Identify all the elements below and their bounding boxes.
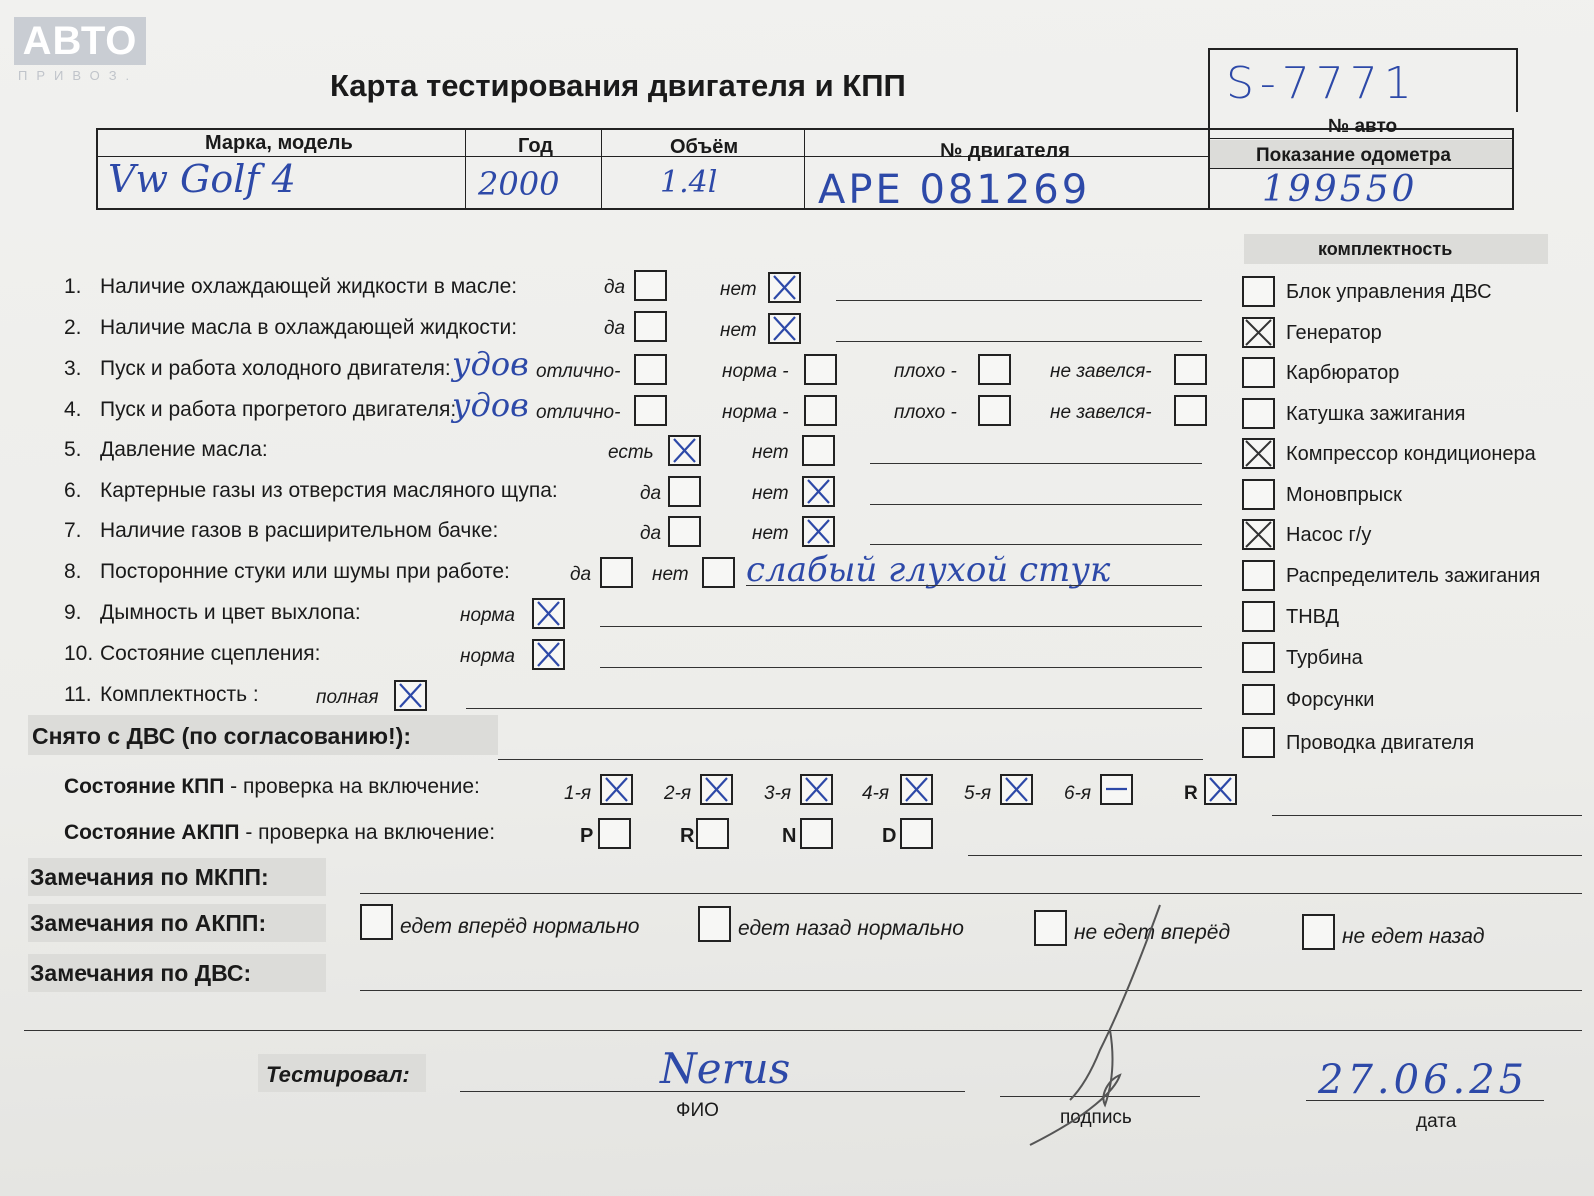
check-text: Посторонние стуки или шумы при работе: <box>100 560 510 583</box>
start-option-checkbox[interactable] <box>804 354 837 385</box>
akpp-mode-label: N <box>782 825 797 847</box>
card-title: Карта тестирования двигателя и КПП <box>330 68 906 103</box>
odometer-label: Показание одометра <box>1256 145 1451 166</box>
akpp-mode-checkbox[interactable] <box>900 818 933 849</box>
completeness-item-label: Карбюратор <box>1286 362 1400 384</box>
completeness-checkbox[interactable] <box>1242 479 1275 510</box>
check-number: 11. <box>64 683 92 706</box>
option-norm-label: норма <box>460 605 515 626</box>
gear-label: 6-я <box>1064 783 1092 804</box>
gear-check-mark <box>800 774 833 805</box>
option-no-label: нет <box>752 483 789 504</box>
check-mark <box>768 272 801 303</box>
akpp-label: Состояние АКПП - проверка на включение: <box>64 821 496 844</box>
check-mark <box>668 435 701 466</box>
check-mark <box>532 598 565 629</box>
start-option-label: отлично- <box>536 361 621 382</box>
gear-dash-mark <box>1100 774 1133 805</box>
option-yes-label: есть <box>608 442 654 463</box>
option-da-label: да <box>570 564 592 585</box>
remarks-akpp-label: Замечания по АКПП: <box>30 910 267 936</box>
remarks-dvs-label: Замечания по ДВС: <box>30 960 252 986</box>
completeness-item-label: Блок управления ДВС <box>1286 281 1492 303</box>
option-no-checkbox[interactable] <box>802 435 835 466</box>
gear-check-mark <box>600 774 633 805</box>
akpp-remark-label: не едет назад <box>1342 925 1485 948</box>
check-mark <box>768 313 801 344</box>
completeness-item-label: Компрессор кондиционера <box>1286 443 1536 465</box>
start-option-checkbox[interactable] <box>1174 354 1207 385</box>
removed-line[interactable] <box>498 759 1203 760</box>
odometer-value: 199550 <box>1262 169 1418 210</box>
handwritten-note: удов <box>452 345 529 383</box>
check-text: Дымность и цвет выхлопа: <box>100 601 361 624</box>
completeness-item-label: Проводка двигателя <box>1286 732 1475 754</box>
check-mark <box>394 680 427 711</box>
gear-label: 3-я <box>764 783 792 804</box>
option-da-label: да <box>604 277 626 298</box>
option-norm-label: норма <box>460 646 515 667</box>
check-text: Наличие газов в расширительном бачке: <box>100 519 499 542</box>
logo-subtitle: ПРИВОЗ. <box>18 68 139 83</box>
start-option-checkbox[interactable] <box>634 354 667 385</box>
check-number: 10. <box>64 642 94 665</box>
akpp-remark-checkbox[interactable] <box>1302 914 1335 950</box>
completeness-checkbox[interactable] <box>1242 642 1275 673</box>
option-yes-checkbox[interactable] <box>668 476 701 507</box>
removed-label: Снято с ДВС (по согласованию!): <box>32 723 411 749</box>
gear-check-mark <box>700 774 733 805</box>
remarks-mkpp-label: Замечания по МКПП: <box>30 864 269 890</box>
year-value: 2000 <box>478 165 560 203</box>
check-number: 2. <box>64 316 82 339</box>
completeness-item-label: Распределитель зажигания <box>1286 565 1541 587</box>
check-number: 7. <box>64 519 82 542</box>
date-line[interactable] <box>1306 1100 1544 1101</box>
tested-label: Тестировал: <box>266 1062 410 1087</box>
akpp-mode-checkbox[interactable] <box>598 818 631 849</box>
option-net-checkbox[interactable] <box>702 557 735 588</box>
fio-line[interactable] <box>460 1091 965 1092</box>
akpp-remark-label: едет вперёд нормально <box>400 915 640 938</box>
gear-check-mark <box>1000 774 1033 805</box>
option-net-label: нет <box>720 320 757 341</box>
option-da-checkbox[interactable] <box>600 557 633 588</box>
signature-label: подпись <box>1060 1107 1132 1128</box>
akpp-mode-checkbox[interactable] <box>696 818 729 849</box>
completeness-checkbox[interactable] <box>1242 601 1275 632</box>
comment-line[interactable] <box>870 463 1202 464</box>
completeness-checkbox[interactable] <box>1242 727 1275 758</box>
check-text: Пуск и работа прогретого двигателя: <box>100 398 457 421</box>
start-option-checkbox[interactable] <box>978 354 1011 385</box>
comment-line[interactable] <box>600 667 1202 668</box>
check-text: Наличие масла в охлаждающей жидкости: <box>100 316 518 339</box>
completeness-item-label: Моновпрыск <box>1286 484 1402 506</box>
gear-check-mark <box>1204 774 1237 805</box>
option-yes-checkbox[interactable] <box>668 516 701 547</box>
noise-note: слабый глухой стук <box>746 550 1111 590</box>
option-net-label: нет <box>652 564 689 585</box>
completeness-item-label: Генератор <box>1286 322 1382 344</box>
check-number: 8. <box>64 560 82 583</box>
completeness-item-label: Катушка зажигания <box>1286 403 1466 425</box>
gear-check-mark <box>900 774 933 805</box>
volume-label: Объём <box>670 136 739 158</box>
date-value: 27.06.25 <box>1318 1057 1529 1103</box>
completeness-item-label: Форсунки <box>1286 689 1375 711</box>
akpp-remark-label: едет назад нормально <box>738 917 964 940</box>
comment-line[interactable] <box>836 341 1202 342</box>
option-da-label: да <box>604 318 626 339</box>
comment-line[interactable] <box>870 504 1202 505</box>
card-number-value: S-7771 <box>1226 58 1418 109</box>
start-option-checkbox[interactable] <box>634 395 667 426</box>
gear-label: R <box>1184 783 1198 804</box>
completeness-checkbox[interactable] <box>1242 684 1275 715</box>
akpp-mode-checkbox[interactable] <box>800 818 833 849</box>
akpp-mode-label: R <box>680 825 695 847</box>
option-da-checkbox[interactable] <box>634 311 667 342</box>
remarks-dvs-line[interactable] <box>360 990 1582 991</box>
make-label: Марка, модель <box>205 132 353 154</box>
gear-label: 1-я <box>564 783 592 804</box>
gear-label: 2-я <box>664 783 692 804</box>
akpp-remark-label: не едет вперёд <box>1074 921 1231 944</box>
year-label: Год <box>518 135 553 157</box>
completeness-item-label: Турбина <box>1286 647 1363 669</box>
start-option-checkbox[interactable] <box>804 395 837 426</box>
handwritten-note: удов <box>452 386 529 424</box>
start-option-label: плохо - <box>894 361 957 382</box>
start-option-checkbox[interactable] <box>978 395 1011 426</box>
akpp-remark-checkbox[interactable] <box>698 906 731 942</box>
completeness-item-label: ТНВД <box>1286 606 1340 628</box>
akpp-mode-label: P <box>580 825 594 847</box>
option-no-label: нет <box>752 523 789 544</box>
check-mark <box>802 516 835 547</box>
completeness-check-mark <box>1242 317 1275 348</box>
option-yes-label: да <box>640 523 662 544</box>
check-text: Наличие охлаждающей жидкости в масле: <box>100 275 518 298</box>
gear-label: 4-я <box>862 783 890 804</box>
check-number: 4. <box>64 398 82 421</box>
option-net-label: нет <box>720 279 757 300</box>
start-option-label: не завелся- <box>1050 402 1152 423</box>
engine-no-value: APE 081269 <box>818 167 1091 213</box>
akpp-mode-label: D <box>882 825 897 847</box>
check-text: Картерные газы из отверстия масляного щупа: <box>100 479 558 502</box>
start-option-label: не завелся- <box>1050 361 1152 382</box>
comment-line[interactable] <box>746 585 1202 586</box>
fio-label: ФИО <box>676 1100 719 1121</box>
car-no-label: № авто <box>1328 116 1398 137</box>
signature-scribble <box>1020 900 1190 1150</box>
comment-line[interactable] <box>466 708 1202 709</box>
check-mark <box>532 639 565 670</box>
completeness-item-label: Насос г/у <box>1286 524 1372 546</box>
check-number: 9. <box>64 601 82 624</box>
volume-value: 1.4l <box>660 165 718 200</box>
start-option-label: отлично- <box>536 402 621 423</box>
completeness-checkbox[interactable] <box>1242 560 1275 591</box>
completeness-check-mark <box>1242 519 1275 550</box>
start-option-label: норма - <box>722 361 789 382</box>
option-no-label: нет <box>752 442 789 463</box>
start-option-label: плохо - <box>894 402 957 423</box>
completeness-checkbox[interactable] <box>1242 398 1275 429</box>
check-number: 6. <box>64 479 82 502</box>
make-value: Vw Golf 4 <box>108 157 296 201</box>
akpp-remark-checkbox[interactable] <box>360 904 393 940</box>
completeness-checkbox[interactable] <box>1242 357 1275 388</box>
check-text: Состояние сцепления: <box>100 642 321 665</box>
avto-privoz-logo: АВТО <box>14 17 146 65</box>
gear-label: 5-я <box>964 783 992 804</box>
tester-name-value: Nerus <box>660 1044 791 1093</box>
date-label: дата <box>1416 1111 1457 1132</box>
check-text: Пуск и работа холодного двигателя: <box>100 357 451 380</box>
comment-line[interactable] <box>836 300 1202 301</box>
completeness-checkbox[interactable] <box>1242 276 1275 307</box>
engine-no-label: № двигателя <box>940 140 1070 162</box>
option-da-checkbox[interactable] <box>634 270 667 301</box>
check-mark <box>802 476 835 507</box>
option-norm-label: полная <box>316 687 379 708</box>
mkpp-label: Состояние КПП - проверка на включение: <box>64 775 480 798</box>
check-text: Давление масла: <box>100 438 268 461</box>
option-yes-label: да <box>640 483 662 504</box>
completeness-title: комплектность <box>1318 239 1453 259</box>
comment-line[interactable] <box>870 544 1202 545</box>
start-option-checkbox[interactable] <box>1174 395 1207 426</box>
remarks-mkpp-line[interactable] <box>360 893 1582 894</box>
check-number: 1. <box>64 275 82 298</box>
completeness-check-mark <box>1242 438 1275 469</box>
check-number: 3. <box>64 357 82 380</box>
start-option-label: норма - <box>722 402 789 423</box>
check-text: Комплектность : <box>100 683 259 706</box>
comment-line[interactable] <box>600 626 1202 627</box>
check-number: 5. <box>64 438 82 461</box>
